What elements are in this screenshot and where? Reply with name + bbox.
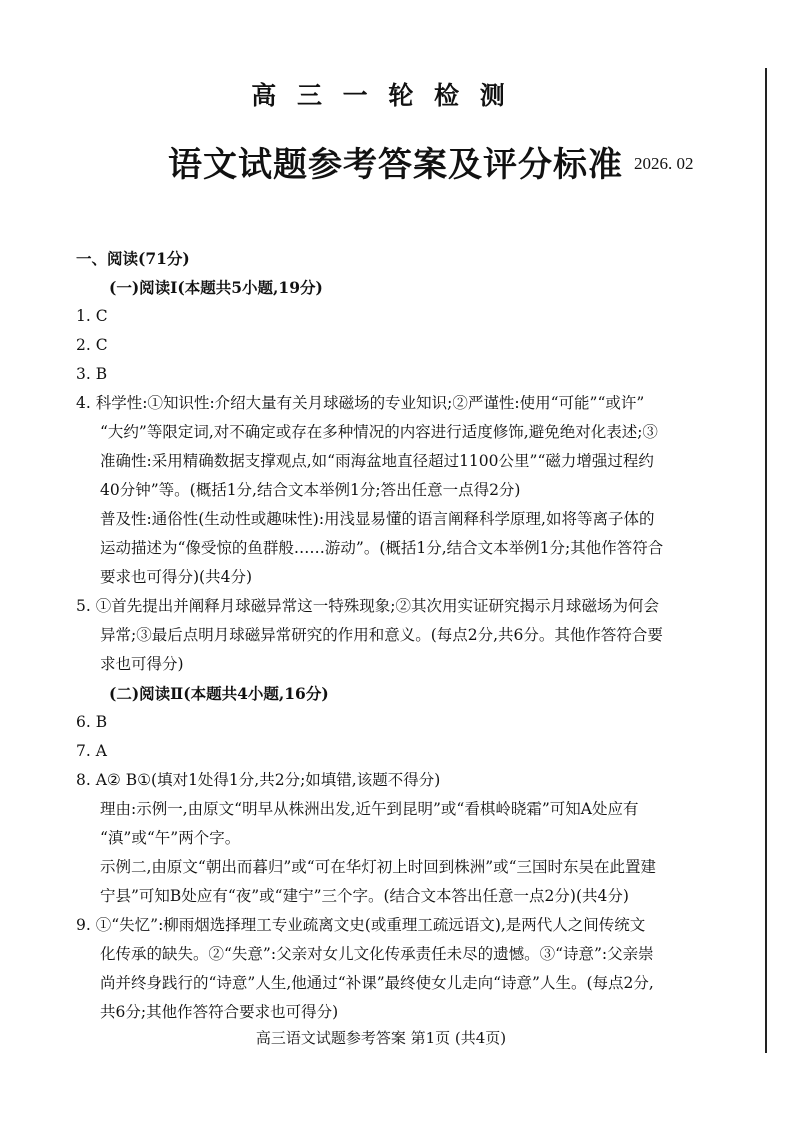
answer-line: (二)阅读Ⅱ(本题共4小题,16分) <box>109 684 329 703</box>
answer-line: 运动描述为“像受惊的鱼群般……游动”。(概括1分,结合文本举例1分;其他作答符合 <box>100 539 664 557</box>
answer-line: 5. ①首先提出并阐释月球磁异常这一特殊现象;②其次用实证研究揭示月球磁场为何会 <box>76 597 659 615</box>
answer-line: (一)阅读Ⅰ(本题共5小题,19分) <box>109 278 323 297</box>
answer-line: “大约”等限定词,对不确定或存在多种情况的内容进行适度修饰,避免绝对化表述;③ <box>100 423 658 441</box>
answer-line: 异常;③最后点明月球磁异常研究的作用和意义。(每点2分,共6分。其他作答符合要 <box>100 626 663 644</box>
answer-line: “滇”或“午”两个字。 <box>100 829 241 847</box>
exam-series-title: 高 三 一 轮 检 测 <box>251 81 511 110</box>
document-date: 2026. 02 <box>634 154 694 173</box>
answer-line: 尚并终身践行的“诗意”人生,他通过“补课”最终使女儿走向“诗意”人生。(每点2分, <box>100 974 654 992</box>
right-margin-rule <box>765 68 767 1053</box>
answer-line: 理由:示例一,由原文“明早从株洲出发,近午到昆明”或“看棋岭晓霜”可知A处应有 <box>100 800 639 818</box>
answer-line: 7. A <box>76 742 107 760</box>
answer-line: 一、阅读(71分) <box>76 249 190 268</box>
answer-content <box>76 244 698 1027</box>
answer-line: 8. A② B①(填对1处得1分,共2分;如填错,该题不得分) <box>76 771 441 789</box>
answer-line: 2. C <box>76 336 108 354</box>
answer-line: 准确性:采用精确数据支撑观点,如“雨海盆地直径超过1100公里”“磁力增强过程约 <box>100 452 654 470</box>
answer-line: 要求也可得分)(共4分) <box>100 568 253 586</box>
answer-line: 化传承的缺失。②“失意”:父亲对女儿文化传承责任未尽的遗憾。③“诗意”:父亲崇 <box>100 945 654 963</box>
answer-line: 6. B <box>76 713 108 731</box>
page-footer: 高三语文试题参考答案 第1页 (共4页) <box>255 1029 507 1047</box>
answer-line: 求也可得分) <box>100 655 184 673</box>
answer-line: 普及性:通俗性(生动性或趣味性):用浅显易懂的语言阐释科学原理,如将等离子体的 <box>100 510 655 528</box>
answer-line: 9. ①“失忆”:柳雨烟选择理工专业疏离文史(或重理工疏远语文),是两代人之间传统文 <box>76 916 646 934</box>
answer-line: 1. C <box>76 307 108 325</box>
answer-line: 共6分;其他作答符合要求也可得分) <box>100 1003 339 1021</box>
answer-line: 4. 科学性:①知识性:介绍大量有关月球磁场的专业知识;②严谨性:使用“可能”“或许” <box>76 394 645 412</box>
answer-line: 40分钟”等。(概括1分,结合文本举例1分;答出任意一点得2分) <box>100 481 521 499</box>
answer-line: 宁县”可知B处应有“夜”或“建宁”三个字。(结合文本答出任意一点2分)(共4分) <box>100 887 629 905</box>
answer-line: 示例二,由原文“朝出而暮归”或“可在华灯初上时回到株洲”或“三国时东吴在此置建 <box>100 858 657 876</box>
document-title: 语文试题参考答案及评分标准 <box>168 145 623 185</box>
answer-line: 3. B <box>76 365 108 383</box>
